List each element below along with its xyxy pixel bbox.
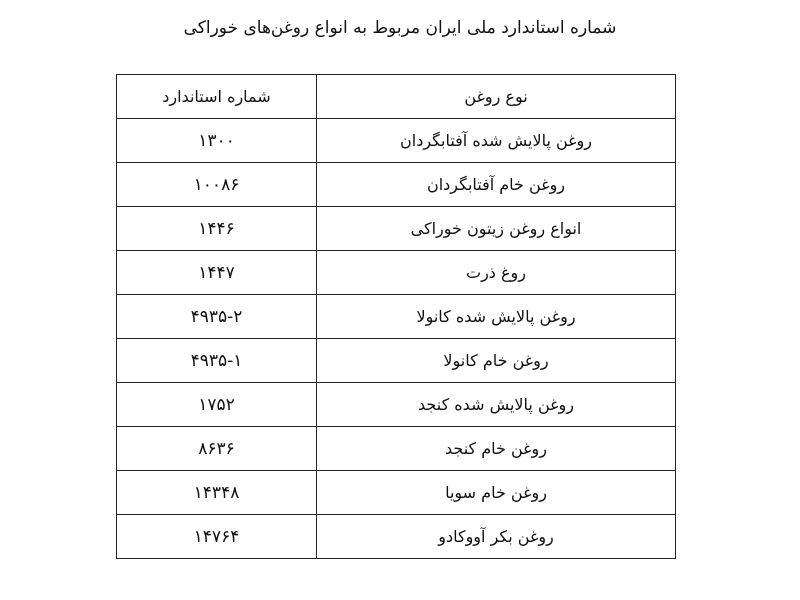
standard-number-cell: ۴۹۳۵-۱ — [117, 339, 317, 383]
oil-type-cell: روغن خام سویا — [317, 471, 676, 515]
standard-number-cell: ۱۳۰۰ — [117, 119, 317, 163]
page-title: شماره استاندارد ملی ایران مربوط به انواع روغن‌های خوراکی — [183, 18, 617, 38]
standard-number-cell: ۱۷۵۲ — [117, 383, 317, 427]
oil-type-cell: روغن خام کانولا — [317, 339, 676, 383]
oil-type-cell: روغن خام کنجد — [317, 427, 676, 471]
oil-type-cell: روغن پالایش شده کنجد — [317, 383, 676, 427]
standard-number-cell: ۱۴۴۷ — [117, 251, 317, 295]
oil-type-cell: روغ ذرت — [317, 251, 676, 295]
table-row — [117, 515, 676, 559]
oil-type-cell: روغن خام آفتابگردان — [317, 163, 676, 207]
standard-number-cell: ۸۶۳۶ — [117, 427, 317, 471]
table-row — [117, 427, 676, 471]
standards-table — [116, 74, 676, 559]
standard-number-cell: ۴۹۳۵-۲ — [117, 295, 317, 339]
standard-number-cell: ۱۴۷۶۴ — [117, 515, 317, 559]
table-row — [117, 207, 676, 251]
oil-type-cell: روغن پالایش شده کانولا — [317, 295, 676, 339]
table-row — [117, 119, 676, 163]
table-row — [117, 383, 676, 427]
standard-number-cell: ۱۴۴۶ — [117, 207, 317, 251]
table-row — [117, 295, 676, 339]
standard-number-cell: ۱۰۰۸۶ — [117, 163, 317, 207]
table-header-row — [117, 75, 676, 119]
table-row — [117, 471, 676, 515]
table-row — [117, 163, 676, 207]
standard-number-cell: ۱۴۳۴۸ — [117, 471, 317, 515]
oil-type-cell: روغن بکر آووکادو — [317, 515, 676, 559]
header-standard-number: شماره استاندارد — [117, 75, 317, 119]
oil-type-cell: انواع روغن زیتون خوراکی — [317, 207, 676, 251]
oil-type-cell: روغن پالایش شده آفتابگردان — [317, 119, 676, 163]
table-row — [117, 251, 676, 295]
header-oil-type: نوع روغن — [317, 75, 676, 119]
table-row — [117, 339, 676, 383]
